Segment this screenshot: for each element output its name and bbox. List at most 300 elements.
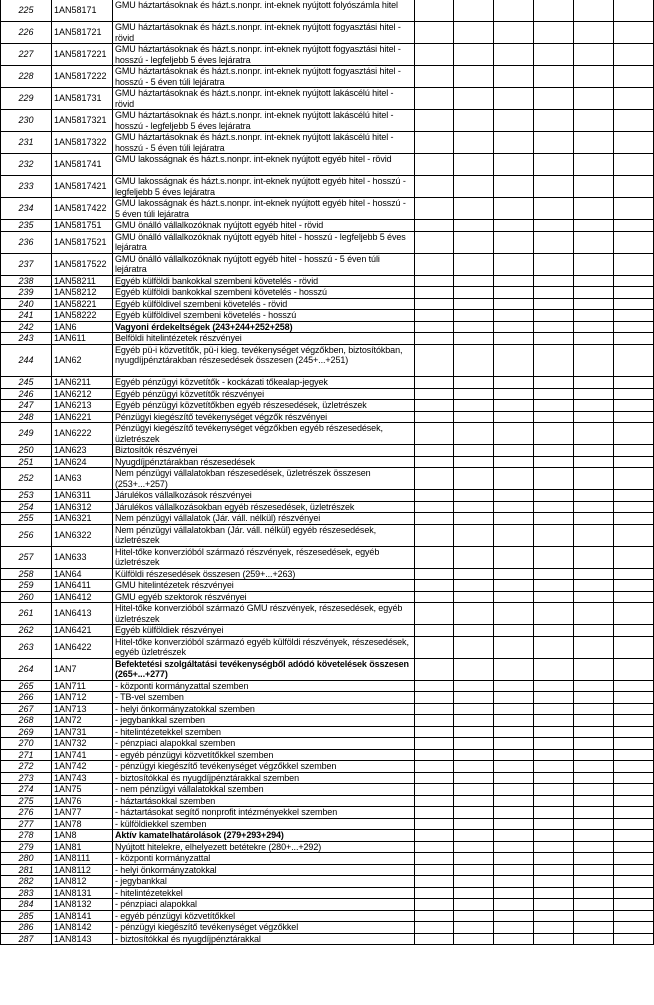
value-cell [494,749,534,761]
row-number: 257 [1,546,52,568]
value-cell [534,333,574,345]
table-row [1,310,654,322]
value-cell [574,456,614,468]
row-number: 260 [1,591,52,603]
row-code: 1AN732 [52,738,113,750]
value-cell [614,625,654,637]
value-cell [494,841,534,853]
value-cell [574,445,614,457]
value-cell [454,603,494,625]
value-cell [415,377,454,389]
value-cell [574,275,614,287]
table-row [1,132,654,154]
row-code: 1AN81 [52,841,113,853]
value-cell [415,310,454,322]
value-cell [534,132,574,154]
value-cell [614,636,654,658]
value-cell [454,0,494,22]
table-row [1,749,654,761]
row-number: 262 [1,625,52,637]
value-cell [614,275,654,287]
row-number: 269 [1,726,52,738]
value-cell [454,658,494,680]
value-cell [614,830,654,842]
value-cell [534,513,574,525]
table-row [1,887,654,899]
value-cell [534,154,574,176]
value-cell [454,388,494,400]
row-description: - pénzpiaci alapokkal [113,899,415,911]
value-cell [614,321,654,333]
row-description: Belföldi hitelintézetek részvényei [113,333,415,345]
table-row [1,44,654,66]
row-number: 253 [1,490,52,502]
value-cell [494,287,534,299]
row-code: 1AN5817222 [52,66,113,88]
row-number: 279 [1,841,52,853]
row-code: 1AN75 [52,784,113,796]
row-code: 1AN78 [52,818,113,830]
value-cell [614,841,654,853]
row-number: 261 [1,603,52,625]
row-description: Hitel-tőke konverzióból származó részvények, részesedések, egyéb üzletrészek [113,546,415,568]
value-cell [614,933,654,945]
value-cell [534,864,574,876]
value-cell [494,88,534,110]
value-cell [534,795,574,807]
row-description: GMU háztartásoknak és házt.s.nonpr. int-eknek nyújtott lakáscélú hitel - rövid [113,88,415,110]
value-cell [415,176,454,198]
row-number: 274 [1,784,52,796]
table-row [1,636,654,658]
value-cell [494,830,534,842]
value-cell [415,807,454,819]
row-description: GMU háztartásoknak és házt.s.nonpr. int-eknek nyújtott fogyasztási hitel - hosszú - 5 éven túli lejáratra [113,66,415,88]
value-cell [494,198,534,220]
row-description: Pénzügyi kiegészítő tevékenységet végzőkben egyéb részesedések, üzletrészek [113,423,415,445]
value-cell [454,580,494,592]
value-cell [574,333,614,345]
row-code: 1AN8111 [52,853,113,865]
value-cell [415,66,454,88]
table-row [1,468,654,490]
value-cell [574,0,614,22]
table-row [1,818,654,830]
row-description: - helyi önkormányzatokkal [113,864,415,876]
value-cell [494,692,534,704]
value-cell [494,220,534,232]
row-code: 1AN743 [52,772,113,784]
value-cell [494,468,534,490]
value-cell [614,692,654,704]
row-number: 238 [1,275,52,287]
row-description: Egyéb külföldivel szembeni követelés - hosszú [113,310,415,322]
row-number: 252 [1,468,52,490]
value-cell [534,603,574,625]
value-cell [574,715,614,727]
value-cell [534,715,574,727]
row-code: 1AN741 [52,749,113,761]
row-number: 241 [1,310,52,322]
row-code: 1AN6411 [52,580,113,592]
value-cell [614,899,654,911]
value-cell [534,899,574,911]
value-cell [614,423,654,445]
value-cell [614,333,654,345]
value-cell [415,231,454,253]
table-row [1,841,654,853]
value-cell [454,876,494,888]
value-cell [454,864,494,876]
value-cell [534,830,574,842]
value-cell [574,231,614,253]
table-row [1,298,654,310]
table-row [1,66,654,88]
value-cell [574,400,614,412]
value-cell [494,66,534,88]
row-code: 1AN63 [52,468,113,490]
value-cell [454,636,494,658]
row-code: 1AN5817521 [52,231,113,253]
row-number: 265 [1,680,52,692]
row-code: 1AN812 [52,876,113,888]
value-cell [454,344,494,377]
table-row [1,910,654,922]
row-number: 280 [1,853,52,865]
value-cell [574,876,614,888]
table-row [1,726,654,738]
row-code: 1AN581731 [52,88,113,110]
value-cell [415,830,454,842]
value-cell [454,546,494,568]
value-cell [454,88,494,110]
value-cell [494,400,534,412]
table-row [1,411,654,423]
row-description: - biztosítókkal és nyugdíjpénztárakkal [113,933,415,945]
value-cell [534,321,574,333]
row-description: Egyéb külföldi bankokkal szembeni követelés - rövid [113,275,415,287]
value-cell [534,110,574,132]
value-cell [614,298,654,310]
value-cell [494,864,534,876]
row-description: Egyéb külföldi bankokkal szembeni követelés - hosszú [113,287,415,299]
value-cell [454,490,494,502]
value-cell [494,680,534,692]
table-row [1,591,654,603]
row-description: GMU háztartásoknak és házt.s.nonpr. int-eknek nyújtott fogyasztási hitel - hosszú - legfeljebb 5 éves lejáratra [113,44,415,66]
table-row [1,761,654,773]
value-cell [574,603,614,625]
value-cell [614,400,654,412]
value-cell [574,933,614,945]
row-description: GMU önálló vállalkozóknak nyújtott egyéb hitel - hosszú - 5 éven túli lejáratra [113,253,415,275]
row-number: 250 [1,445,52,457]
value-cell [574,830,614,842]
row-number: 255 [1,513,52,525]
value-cell [614,154,654,176]
value-cell [534,784,574,796]
value-cell [574,899,614,911]
value-cell [614,524,654,546]
value-cell [614,603,654,625]
value-cell [454,321,494,333]
value-cell [614,703,654,715]
table-row [1,568,654,580]
value-cell [454,841,494,853]
value-cell [454,44,494,66]
value-cell [454,625,494,637]
row-description: Nem pénzügyi vállalatokban részesedések, üzletrészek összesen (253+...+257) [113,468,415,490]
value-cell [415,876,454,888]
row-code: 1AN8142 [52,922,113,934]
value-cell [454,275,494,287]
row-description: Egyéb pénzügyi közvetítők részvényei [113,388,415,400]
value-cell [614,231,654,253]
value-cell [415,154,454,176]
row-description: - biztosítókkal és nyugdíjpénztárakkal szemben [113,772,415,784]
value-cell [494,807,534,819]
value-cell [494,761,534,773]
row-code: 1AN731 [52,726,113,738]
row-description: - egyéb pénzügyi közvetítőkkel [113,910,415,922]
value-cell [534,275,574,287]
row-code: 1AN64 [52,568,113,580]
table-row [1,198,654,220]
value-cell [614,22,654,44]
value-cell [534,853,574,865]
row-description: Vagyoni érdekeltségek (243+244+252+258) [113,321,415,333]
value-cell [614,568,654,580]
value-cell [574,658,614,680]
value-cell [534,524,574,546]
row-code: 1AN5817522 [52,253,113,275]
value-cell [574,625,614,637]
value-cell [574,154,614,176]
row-code: 1AN6413 [52,603,113,625]
value-cell [574,298,614,310]
value-cell [415,423,454,445]
row-code: 1AN5817422 [52,198,113,220]
value-cell [454,703,494,715]
value-cell [494,333,534,345]
value-cell [454,154,494,176]
value-cell [454,922,494,934]
value-cell [574,132,614,154]
value-cell [454,287,494,299]
value-cell [614,749,654,761]
row-description: GMU önálló vállalkozóknak nyújtott egyéb hitel - hosszú - legfeljebb 5 éves lejáratra [113,231,415,253]
value-cell [454,132,494,154]
value-cell [454,377,494,389]
table-row [1,715,654,727]
value-cell [574,176,614,198]
value-cell [415,636,454,658]
value-cell [494,933,534,945]
value-cell [534,411,574,423]
value-cell [574,784,614,796]
value-cell [454,66,494,88]
value-cell [454,887,494,899]
table-row [1,933,654,945]
value-cell [574,761,614,773]
value-cell [534,580,574,592]
table-row [1,853,654,865]
row-code: 1AN624 [52,456,113,468]
table-row [1,344,654,377]
row-description: Egyéb külföldivel szembeni követelés - rövid [113,298,415,310]
table-row [1,400,654,412]
row-code: 1AN8132 [52,899,113,911]
row-description: - pénzügyi kiegészítő tevékenységet végzőkkel szemben [113,761,415,773]
row-description: Biztosítók részvényei [113,445,415,457]
row-number: 235 [1,220,52,232]
value-cell [534,388,574,400]
row-number: 264 [1,658,52,680]
value-cell [614,88,654,110]
value-cell [534,22,574,44]
value-cell [614,726,654,738]
value-cell [454,400,494,412]
value-cell [415,22,454,44]
value-cell [494,310,534,322]
table-row [1,692,654,704]
row-number: 282 [1,876,52,888]
value-cell [614,738,654,750]
row-description: - pénzpiaci alapokkal szemben [113,738,415,750]
value-cell [494,377,534,389]
row-code: 1AN6221 [52,411,113,423]
row-number: 232 [1,154,52,176]
value-cell [574,66,614,88]
table-row [1,784,654,796]
value-cell [494,625,534,637]
value-cell [614,501,654,513]
value-cell [454,456,494,468]
row-number: 251 [1,456,52,468]
value-cell [574,726,614,738]
value-cell [614,310,654,322]
value-cell [494,154,534,176]
value-cell [574,922,614,934]
value-cell [614,110,654,132]
value-cell [574,524,614,546]
row-description: - jegybankkal szemben [113,715,415,727]
value-cell [614,176,654,198]
row-code: 1AN7 [52,658,113,680]
value-cell [534,220,574,232]
value-cell [534,287,574,299]
table-row [1,524,654,546]
value-cell [415,910,454,922]
value-cell [574,22,614,44]
value-cell [534,818,574,830]
row-code: 1AN6321 [52,513,113,525]
value-cell [534,231,574,253]
value-cell [415,625,454,637]
value-cell [415,738,454,750]
row-number: 266 [1,692,52,704]
row-description: Nem pénzügyi vállalatok (Jár. váll. nélkül) részvényei [113,513,415,525]
value-cell [614,591,654,603]
row-description: GMU egyéb szektorok részvényei [113,591,415,603]
value-cell [415,253,454,275]
table-row [1,388,654,400]
value-cell [534,636,574,658]
row-code: 1AN5817322 [52,132,113,154]
value-cell [494,44,534,66]
value-cell [415,524,454,546]
value-cell [534,344,574,377]
value-cell [454,761,494,773]
value-cell [574,468,614,490]
value-cell [454,899,494,911]
value-cell [454,333,494,345]
value-cell [415,795,454,807]
value-cell [534,445,574,457]
value-cell [574,841,614,853]
value-cell [574,591,614,603]
table-row [1,922,654,934]
value-cell [534,490,574,502]
value-cell [454,715,494,727]
table-row [1,220,654,232]
value-cell [574,807,614,819]
row-number: 268 [1,715,52,727]
value-cell [454,231,494,253]
value-cell [494,795,534,807]
value-cell [614,853,654,865]
value-cell [415,501,454,513]
row-code: 1AN6422 [52,636,113,658]
row-description: - jegybankkal [113,876,415,888]
value-cell [415,388,454,400]
value-cell [415,198,454,220]
row-description: GMU háztartásoknak és házt.s.nonpr. int-eknek nyújtott folyószámla hitel [113,0,415,22]
table-row [1,546,654,568]
table-body [1,0,654,945]
value-cell [534,176,574,198]
value-cell [494,524,534,546]
row-number: 239 [1,287,52,299]
table-row [1,377,654,389]
value-cell [494,176,534,198]
value-cell [454,749,494,761]
value-cell [574,388,614,400]
table-row [1,513,654,525]
row-number: 278 [1,830,52,842]
value-cell [454,220,494,232]
table-row [1,110,654,132]
value-cell [614,922,654,934]
row-number: 226 [1,22,52,44]
row-number: 273 [1,772,52,784]
row-description: - egyéb pénzügyi közvetítőkkel szemben [113,749,415,761]
row-code: 1AN633 [52,546,113,568]
row-description: Külföldi részesedések összesen (259+...+263) [113,568,415,580]
value-cell [574,795,614,807]
row-code: 1AN58222 [52,310,113,322]
row-number: 254 [1,501,52,513]
table-row [1,176,654,198]
row-number: 243 [1,333,52,345]
value-cell [574,377,614,389]
row-code: 1AN5817421 [52,176,113,198]
value-cell [415,132,454,154]
value-cell [574,287,614,299]
row-number: 284 [1,899,52,911]
row-number: 225 [1,0,52,22]
value-cell [534,738,574,750]
